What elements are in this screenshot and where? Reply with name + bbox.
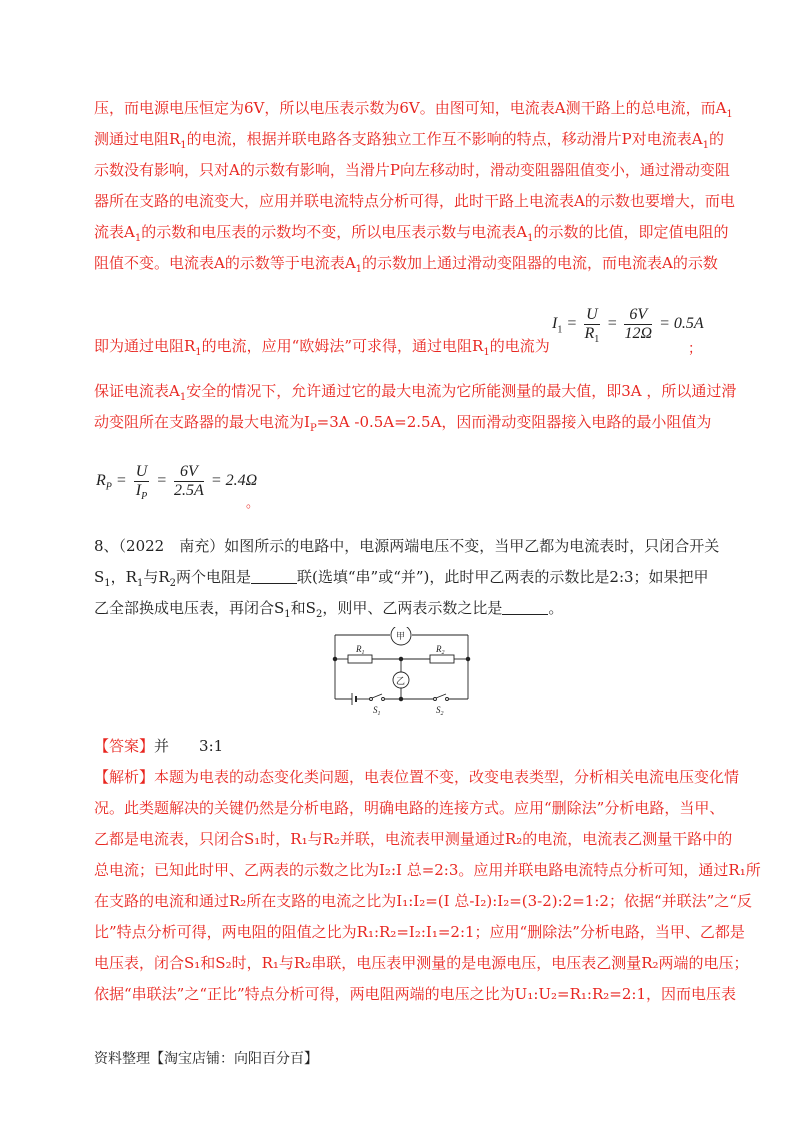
text-line: 压，而电源电压恒定为6V，所以电压表示数为6V。由图可知，电流表A测干路上的总电流，而$A_1$ [94,99,733,120]
analysis-line: 总电流；已知此时甲、乙两表的示数之比为I₂:I 总=2:3。应用并联电路电流特点分析可知，通过R₁所 [94,861,761,879]
question-line: 乙全部换成电压表，再闭合$S_1$和$S_2$，则甲、乙两表示数之比是 。 [94,599,564,620]
text-line: 保证电流表$A_1$安全的情况下，允许通过它的最大电流为它所能测量的最大值，即3A ，所以通过滑 [94,382,737,403]
period: 。 [246,496,260,511]
label-r1: $R_1$ [356,644,365,656]
switch-s2-icon [436,694,446,698]
question-line: 8、（2022 南充）如图所示的电路中，电源两端电压不变，当甲乙都为电流表时，只闭合开关 [94,537,720,555]
switch-s1-icon [372,694,382,698]
analysis-line: 况。此类题解决的关键仍然是分析电路，明确电路的连接方式。应用“删除法”分析电路，当甲、 [94,799,725,817]
solution-text-block [94,93,735,279]
text-line: 动变阻所在支路器的最大电流为$I_P=3A$ -0.5A=2.5A，因而滑动变阻器接入电路的最小阻值为 [94,413,712,434]
answer-value-2: 3:1 [199,737,224,755]
formula-current-r1: $I_1$ = $\frac{U}{R_1}$ = $\frac{6V}{12\Omega}$ = 0.5A [552,306,704,346]
text-line: 流表$A_1$的示数和电压表的示数均不变，所以电压表示数与电流表$A_1$的示数的比值，即定值电阻的 [94,223,729,244]
analysis-line: 电压表，闭合S₁和S₂时，R₁与R₂串联，电压表甲测量的是电源电压，电压表乙测量R₂两端的电压； [94,954,749,972]
meter-label-jia: 甲 [396,631,406,641]
semicolon: ； [688,341,702,357]
answer-blank-2 [502,600,548,615]
solution-text-block-3 [94,376,737,438]
analysis-block [94,762,761,1010]
label-s1: $S_1$ [373,705,381,717]
text-line: 示数没有影响，只对A的示数有影响，当滑片P向左移动时，滑动变阻器阻值变小，通过滑动变阻 [94,161,730,179]
circuit-diagram [330,627,475,717]
answer-value-1: 并 [154,737,170,755]
text-line: 即为通过电阻$R_1$的电流，应用“欧姆法”可求得，通过电阻$R_1$的电流为 [94,337,550,358]
text-line: 器所在支路的电流变大，应用并联电流特点分析可得，此时干路上电流表A的示数也要增大，而电 [94,192,735,210]
question-line: $S_1$，$R_1$与$R_2$两个电阻是 联(选填“串”或“并”)，此时甲乙两表的示数比是2:3；如果把甲 [94,568,709,589]
answer-tag: 【答案】 [94,737,155,755]
footer-source: 资料整理【淘宝店铺：向阳百分百】 [94,1051,318,1067]
answer-line [94,731,710,762]
text-line: 阻值不变。电流表A的示数等于电流表$A_1$的示数加上通过滑动变阻器的电流，而电流表A的示数 [94,254,718,275]
resistor-r1-icon [348,655,372,663]
label-s2: $S_2$ [436,705,444,717]
question-8 [94,531,720,624]
label-r2: $R_2$ [436,644,445,656]
analysis-line: 在支路的电流和通过R₂所在支路的电流之比为I₁:I₂=(I 总-I₂):I₂=(3-2):2=1:2；依据“并联法”之“反 [94,892,752,910]
formula-min-resistance: $R_P$ = $\frac{U}{I_P}$ = $\frac{6V}{2.5A}$ = 2.4Ω [96,463,258,503]
meter-label-yi: 乙 [396,676,406,686]
analysis-line: 依据“串联法”之“正比”特点分析可得，两电阻两端的电压之比为U₁:U₂=R₁:R₂=2:1，因而电压表 [94,985,736,1003]
analysis-line: 乙都是电流表，只闭合S₁时，R₁与R₂并联，电流表甲测量通过R₂的电流，电流表乙测量干路中的 [94,830,733,848]
analysis-line: 【解析】本题为电表的动态变化类问题，电表位置不变，改变电表类型，分析相关电流电压变化情 [94,768,740,786]
resistor-r2-icon [430,655,454,663]
analysis-tag: 【解析】 [94,768,155,786]
analysis-line: 比”特点分析可得，两电阻的阻值之比为R₁:R₂=I₂:I₁=2:1；应用“删除法”分析电路，当甲、乙都是 [94,923,745,941]
text-line: 测通过电阻$R_1$的电流，根据并联电路各支路独立工作互不影响的特点，移动滑片P对电流表$A_1$的 [94,130,724,151]
answer-blank-1 [251,569,297,584]
